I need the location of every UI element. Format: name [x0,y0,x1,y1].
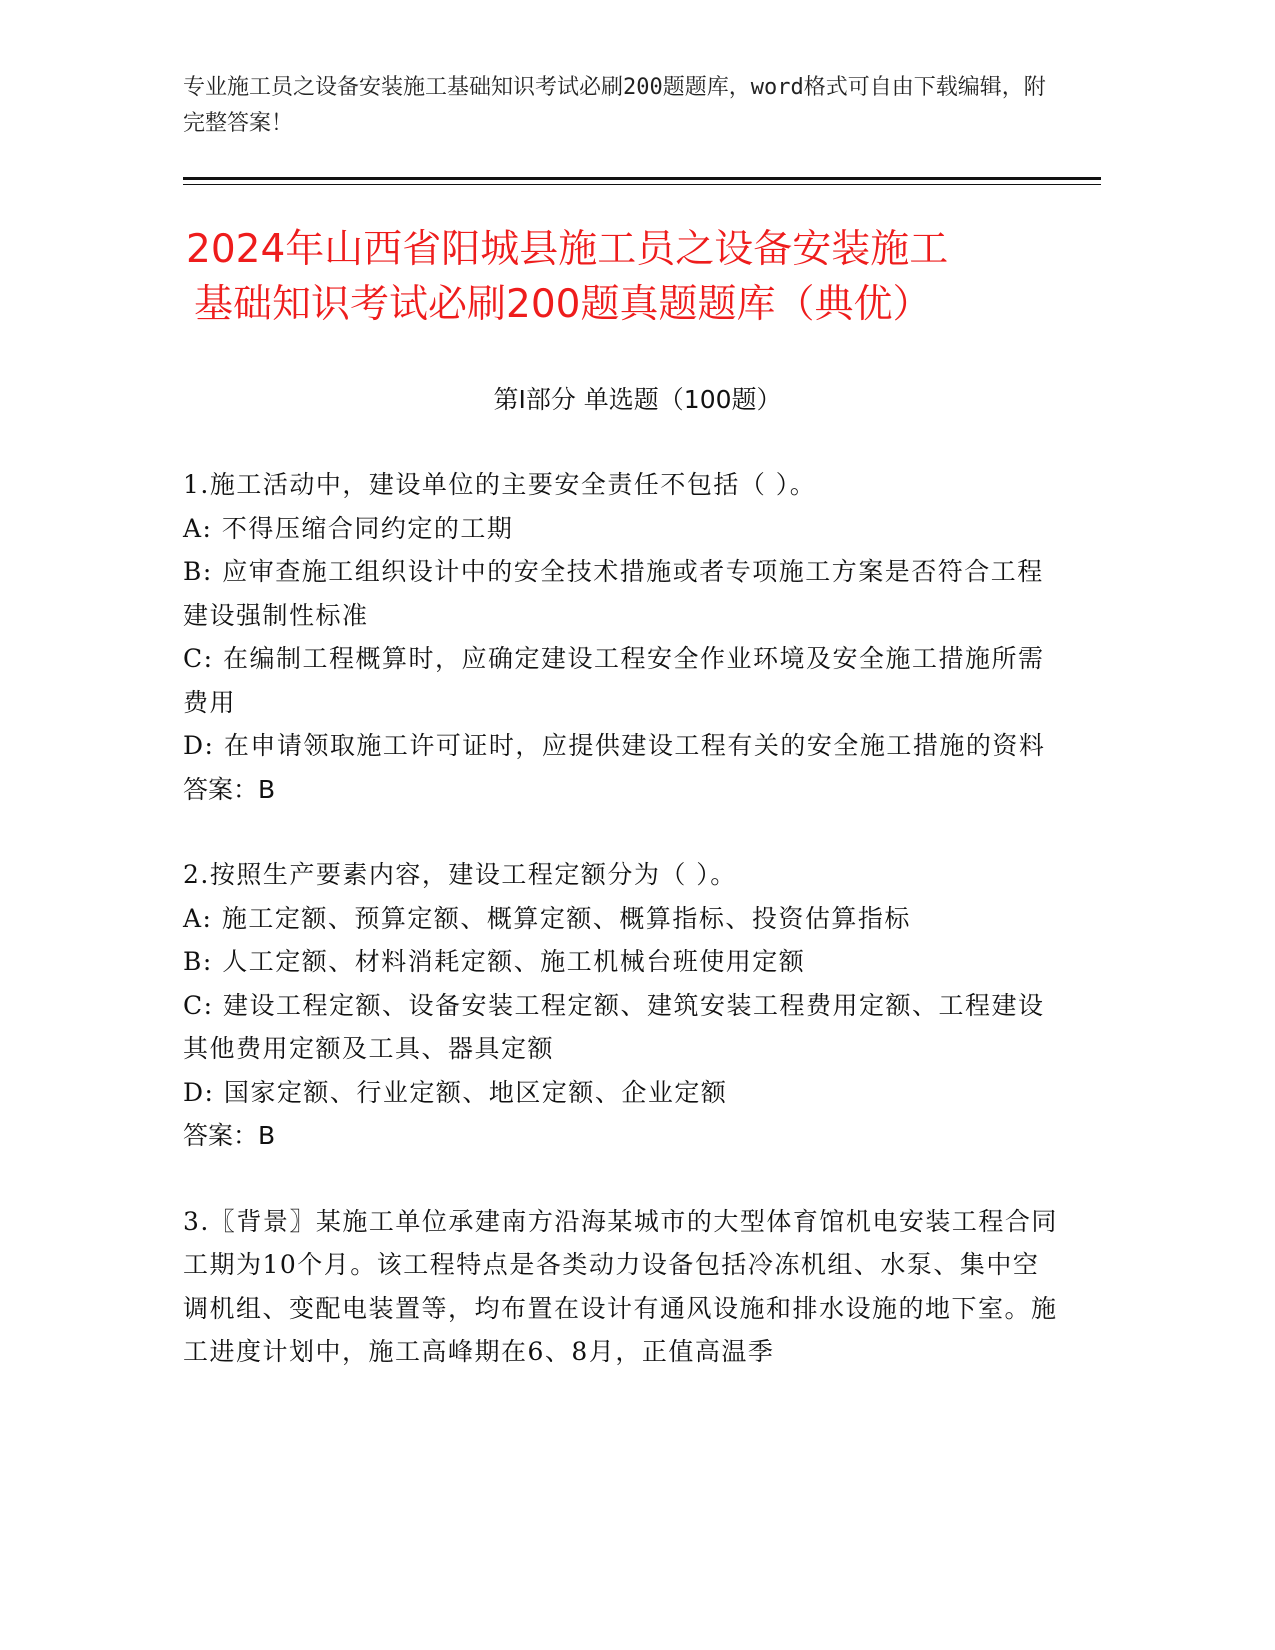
question-list [183,463,1063,1416]
option-b: B: 人工定额、材料消耗定额、施工机械台班使用定额 [183,947,806,976]
option-d: D: 国家定额、行业定额、地区定额、企业定额 [183,1077,728,1107]
document-title-line-2: 基础知识考试必刷200题真题题库（典优） [194,282,932,327]
document-title [186,222,1086,332]
question-stem: 3.〖背景〗某施工单位承建南方沿海某城市的大型体育馆机电安装工程合同工期为10个月。该工程特点是各类动力设备包括冷冻机组、水泵、集中空调机组、变配电装置等，均布置在设计有通风设施和排水设施的地下室。施工进度计划中，施工高峰期在6、8月，正值高温季 [183,1206,1058,1366]
option-a: A: 不得压缩合同约定的工期 [183,513,514,543]
header-note: 专业施工员之设备安装施工基础知识考试必刷200题题库，word格式可自由下载编辑，附完整答案！ [183,75,1046,136]
question-stem: 1.施工活动中，建设单位的主要安全责任不包括（ ）。 [183,470,817,499]
question-3 [183,1200,1063,1374]
question-1 [183,463,1063,811]
option-b: B: 应审查施工组织设计中的安全技术措施或者专项施工方案是否符合工程建设强制性标准 [183,557,1044,630]
option-d: D: 在申请领取施工许可证时，应提供建设工程有关的安全施工措施的资料 [183,731,1046,760]
question-stem: 2.按照生产要素内容，建设工程定额分为（ ）。 [183,860,737,889]
option-c: C: 建设工程定额、设备安装工程定额、建筑安装工程费用定额、工程建设其他费用定额及工具、器具定额 [183,990,1045,1063]
header-divider-thick [183,177,1101,180]
option-a: A: 施工定额、预算定额、概算定额、概算指标、投资估算指标 [183,903,911,933]
header-divider-thin [183,184,1101,185]
section-heading: 第Ⅰ部分 单选题（100题） [493,385,782,414]
document-title-line-1: 2024年山西省阳城县施工员之设备安装施工 [186,227,949,272]
option-c: C: 在编制工程概算时，应确定建设工程安全作业环境及安全施工措施所需费用 [183,644,1045,717]
question-2 [183,853,1063,1158]
answer: 答案：B [183,774,276,804]
answer: 答案：B [183,1121,276,1150]
